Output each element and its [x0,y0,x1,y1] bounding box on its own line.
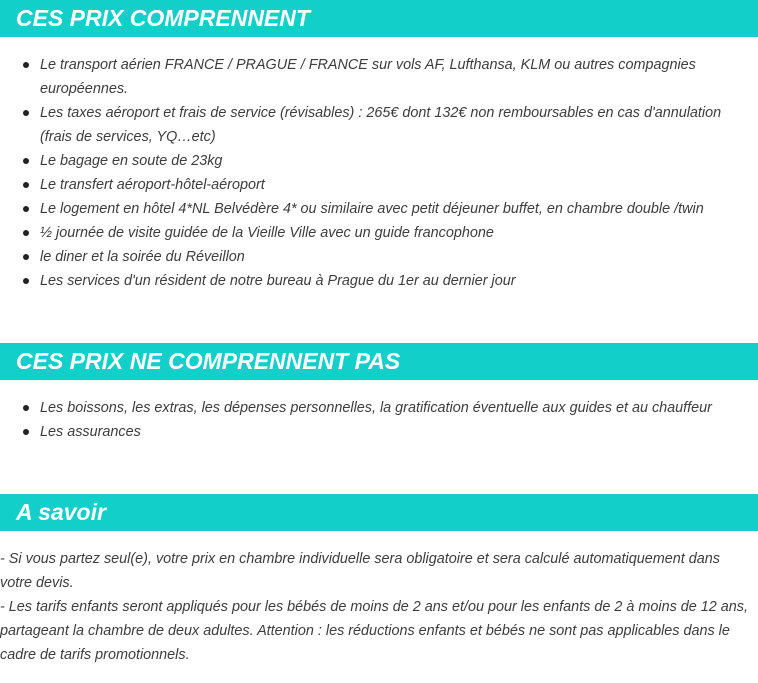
list-item [0,269,752,293]
list-item [0,245,752,269]
list-item-text: Les assurances [40,424,141,440]
included-section-title: CES PRIX COMPRENNENT [0,0,758,37]
bullet-icon [23,158,29,164]
list-item [0,53,752,101]
bullet-icon [23,254,29,260]
excluded-section-title: CES PRIX NE COMPRENNENT PAS [0,343,758,380]
bullet-icon [23,182,29,188]
bullet-icon [23,206,29,212]
list-item-text: Le transport aérien FRANCE / PRAGUE / FRANCE sur vols AF, Lufthansa, KLM ou autres compagnies européennes. [40,57,696,97]
bullet-icon [23,110,29,116]
list-item [0,221,752,245]
bullet-icon [23,62,29,68]
bullet-icon [23,429,29,435]
list-item-text: Le bagage en soute de 23kg [40,153,223,169]
included-list [0,53,752,293]
list-item-text: Les services d'un résident de notre bureau à Prague du 1er au dernier jour [40,273,516,289]
list-item-text: Le logement en hôtel 4*NL Belvédère 4* ou similaire avec petit déjeuner buffet, en chambre double /twin [40,201,704,217]
list-item [0,197,752,221]
list-item [0,149,752,173]
list-item-text: Les taxes aéroport et frais de service (révisables) : 265€ dont 132€ non remboursables en cas d'annulation (frais de services, YQ…etc) [40,105,722,145]
list-item [0,420,752,444]
list-item [0,396,752,420]
excluded-list [0,396,752,444]
info-notes [0,547,752,667]
list-item [0,173,752,197]
bullet-icon [23,230,29,236]
bullet-icon [23,405,29,411]
list-item [0,101,752,149]
list-item-text: Le transfert aéroport-hôtel-aéroport [40,177,265,193]
info-section-title: A savoir [0,494,758,531]
bullet-icon [23,278,29,284]
info-paragraph-solo: - Si vous partez seul(e), votre prix en chambre individuelle sera obligatoire et sera calculé automatiquement dans votre devis. [0,551,720,591]
info-paragraph-children: - Les tarifs enfants seront appliqués pour les bébés de moins de 2 ans et/ou pour les enfants de 2 à moins de 12 ans, partageant la chambre de deux adultes. Attention : les réductions enfants et bébés ne sont pas applicables dans le cadre de tarifs promotionnels. [0,599,748,663]
list-item-text: ½ journée de visite guidée de la Vieille Ville avec un guide francophone [40,225,494,241]
list-item-text: le diner et la soirée du Réveillon [40,249,245,265]
list-item-text: Les boissons, les extras, les dépenses personnelles, la gratification éventuelle aux guides et au chauffeur [40,400,712,416]
